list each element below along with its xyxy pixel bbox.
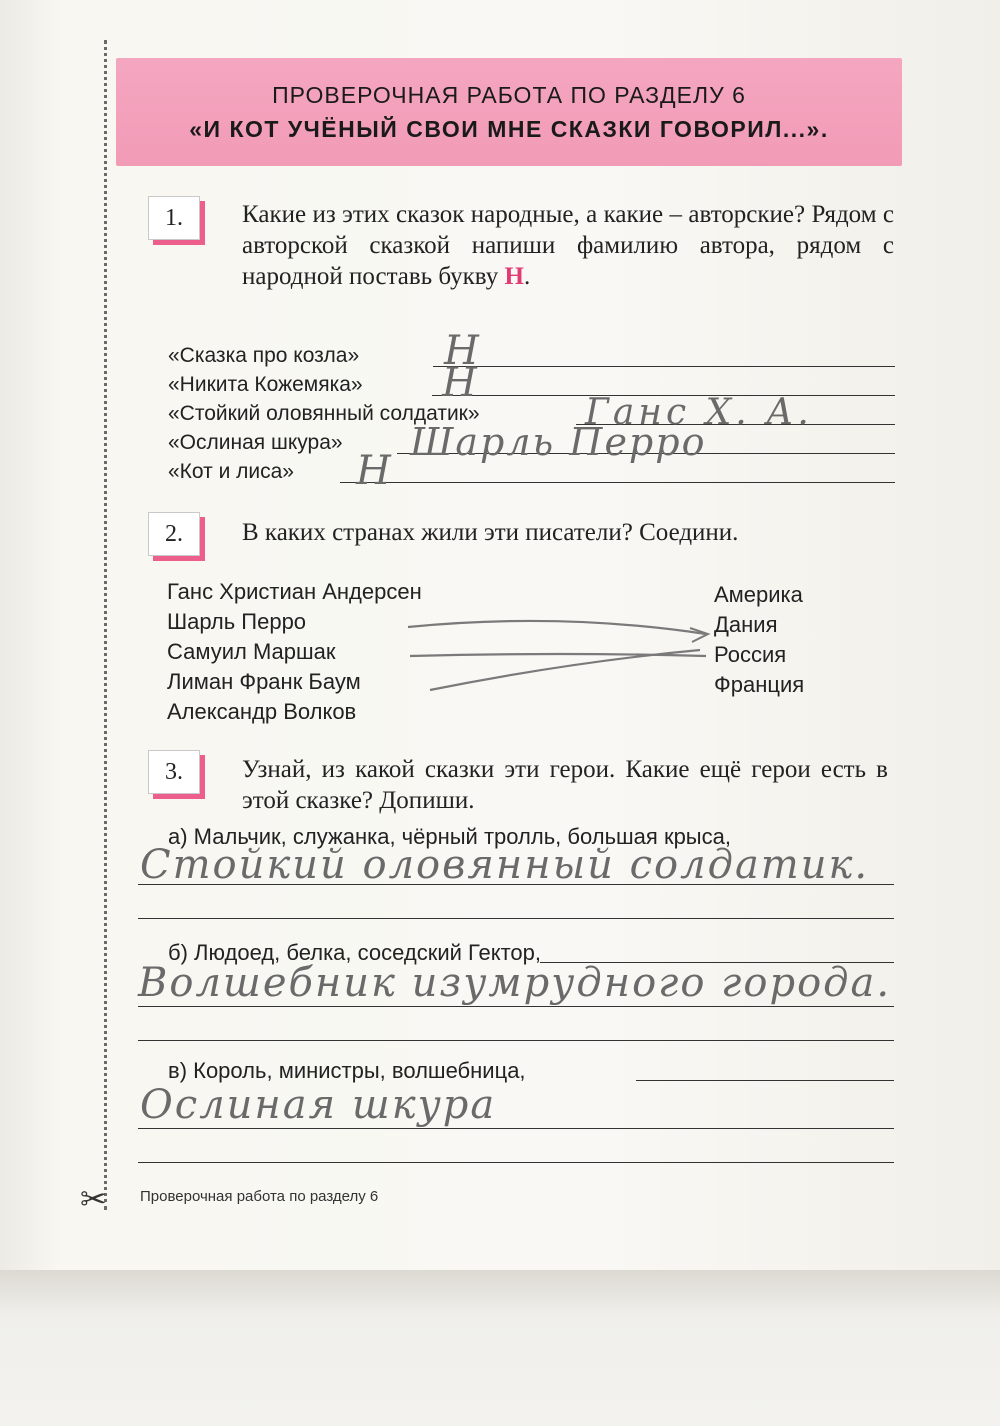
task-question: Узнай, из какой сказки эти герои. Какие ещё герои есть в этой сказке? Допиши. — [242, 756, 888, 814]
handwritten-answer: Н — [444, 328, 479, 374]
country-item: Россия — [714, 642, 787, 667]
tale-title: «Стойкий оловянный солдатик» — [168, 402, 480, 425]
prompt-b: б) Людоед, белка, соседский Гектор, — [168, 940, 541, 965]
handwritten-answer: Ослиная шкура — [140, 1082, 497, 1128]
writer-item: Александр Волков — [167, 699, 357, 724]
tale-title: «Ослиная шкура» — [168, 431, 343, 454]
writer-item: Шарль Перро — [167, 609, 307, 634]
connection-line — [690, 628, 708, 642]
footer-caption: Проверочная работа по разделу 6 — [140, 1188, 379, 1205]
task-number: 3. — [148, 750, 200, 794]
handwritten-answer: Волшебник изумрудного города. — [138, 960, 892, 1006]
task-number: 2. — [148, 512, 200, 556]
answer-line[interactable] — [138, 1006, 894, 1007]
folk-letter: Н — [504, 263, 524, 290]
answer-line[interactable] — [138, 1040, 894, 1041]
handwritten-answer: Н — [442, 360, 477, 406]
writer-item: Ганс Христиан Андерсен — [167, 579, 422, 604]
tale-title: «Кот и лиса» — [168, 460, 294, 483]
answer-line[interactable] — [138, 1128, 894, 1129]
task-question-text: Какие из этих сказок народные, а какие – авторские? Рядом с авторской сказкой напиши фамилию автора, рядом с народной поставь букву — [242, 201, 894, 290]
writer-item: Самуил Маршак — [167, 639, 336, 664]
writer-item: Лиман Франк Баум — [167, 669, 361, 694]
country-item: Америка — [714, 582, 803, 607]
tale-title: «Никита Кожемяка» — [168, 373, 363, 396]
task-question-end: . — [523, 263, 531, 290]
country-item: Дания — [714, 612, 778, 637]
handwritten-answer: Стойкий оловянный солдатик. — [140, 842, 870, 888]
answer-line[interactable] — [138, 918, 894, 919]
title-line-1: ПРОВЕРОЧНАЯ РАБОТА ПО РАЗДЕЛУ 6 — [272, 82, 746, 108]
answer-line[interactable] — [138, 884, 894, 885]
task-question: В каких странах жили эти писатели? Соедини. — [242, 519, 739, 546]
answer-line[interactable] — [138, 1162, 894, 1163]
answer-line[interactable] — [636, 1080, 894, 1081]
country-item: Франция — [714, 672, 805, 697]
tale-title: «Сказка про козла» — [168, 344, 360, 367]
handwritten-answer: Н — [356, 448, 391, 494]
task-number: 1. — [148, 196, 200, 240]
connection-line — [408, 621, 706, 634]
prompt-c: в) Король, министры, волшебница, — [168, 1058, 526, 1083]
prompt-a: а) Мальчик, служанка, чёрный тролль, большая крыса, — [168, 824, 731, 849]
scissors-icon: ✂ — [80, 1181, 107, 1217]
handwritten-answer: Ганс Х. А. — [585, 392, 813, 433]
title-line-2: «И КОТ УЧЁНЫЙ СВОИ МНЕ СКАЗКИ ГОВОРИЛ...». — [189, 116, 829, 142]
handwritten-answer: Шарль Перро — [410, 420, 707, 464]
